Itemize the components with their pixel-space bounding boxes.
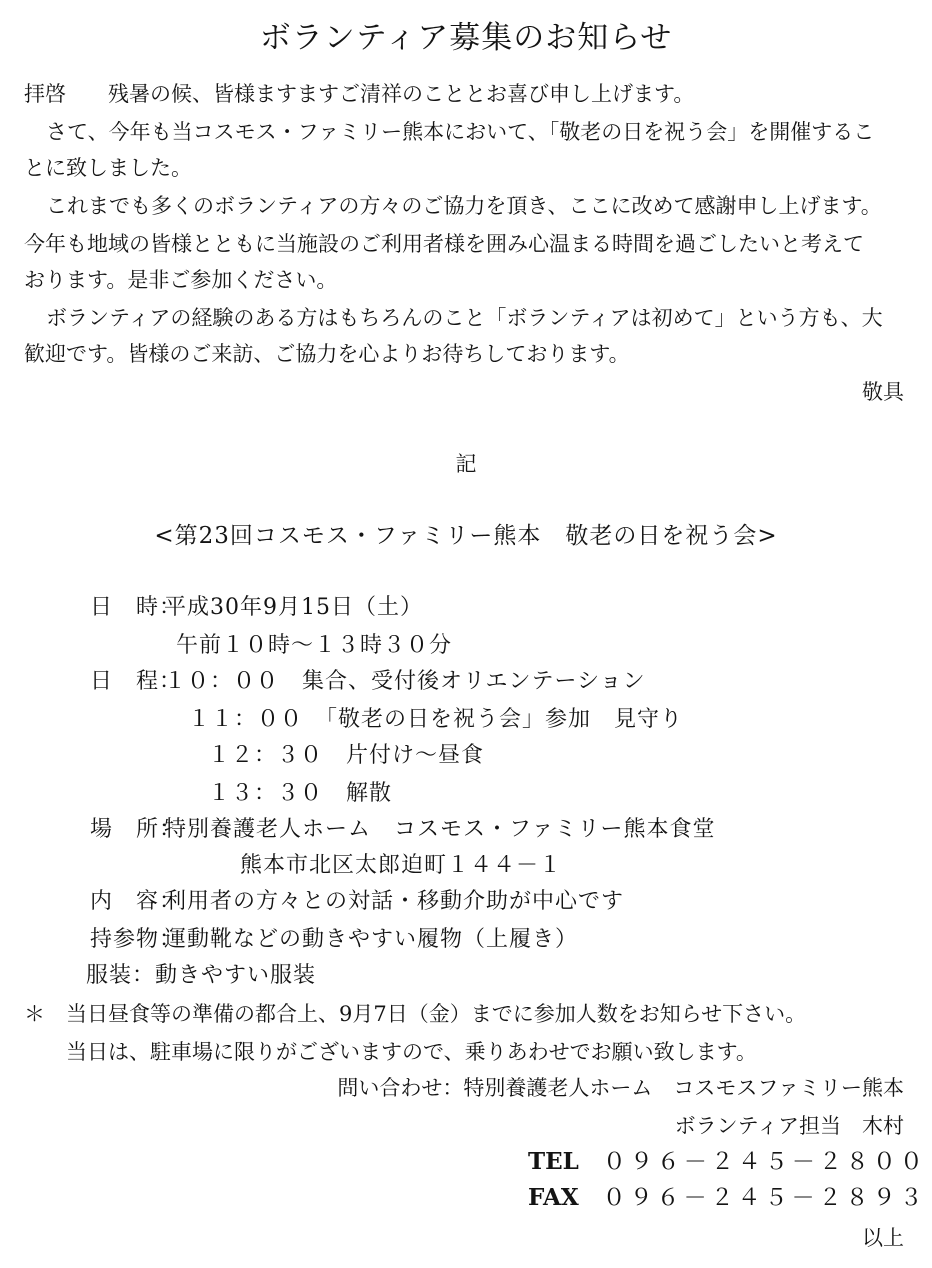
fax-label: FAX bbox=[528, 1184, 579, 1211]
tel-label: TEL bbox=[528, 1148, 579, 1175]
datetime-date: 平成30年9月15日（土） bbox=[164, 595, 423, 620]
paragraph-3-line-2: 歓迎です。皆様のご来訪、ご協力を心よりお待ちしております。 bbox=[24, 342, 630, 366]
paragraph-2-line-3: おります。是非ご参加ください。 bbox=[24, 268, 338, 292]
datetime-time: 午前１０時～１３時３０分 bbox=[176, 633, 453, 658]
clothing-row bbox=[86, 962, 316, 990]
paragraph-2-line-1: これまでも多くのボランティアの方々のご協力を頂き、ここに改めて感謝申し上げます。 bbox=[46, 194, 882, 218]
content-label: 内 容： bbox=[90, 889, 183, 914]
belongings-value: 運動靴などの動きやすい履物（上履き） bbox=[164, 927, 579, 952]
content-value: 利用者の方々との対話・移動介助が中心です bbox=[164, 889, 625, 914]
place-label: 場 所： bbox=[90, 817, 183, 842]
closing-ijo: 以上 bbox=[862, 1226, 904, 1250]
ki-heading: 記 bbox=[455, 452, 477, 476]
belongings-label: 持参物： bbox=[90, 927, 183, 952]
place-address: 熊本市北区太郎迫町１４４－１ bbox=[240, 853, 563, 878]
fax-number: ０９６－２４５－２８９３ bbox=[602, 1185, 927, 1211]
schedule-item: １２：３０ 片付け～昼食 bbox=[208, 743, 485, 768]
event-title: <第23回コスモス・ファミリー熊本 敬老の日を祝う会> bbox=[154, 523, 778, 549]
contact-inquiry: 問い合わせ：特別養護老人ホーム コスモスファミリー熊本 bbox=[337, 1076, 904, 1100]
schedule-item: １３：３０ 解散 bbox=[208, 781, 393, 806]
opening-line: 拝啓 残暑の候、皆様ますますご清祥のこととお喜び申し上げます。 bbox=[24, 82, 695, 106]
tel-number: ０９６－２４５－２８００ bbox=[602, 1149, 927, 1175]
contact-fax bbox=[528, 1184, 927, 1212]
note-lunch-deadline: ＊ 当日昼食等の準備の都合上、9月7日（金）までに参加人数をお知らせ下さい。 bbox=[24, 1002, 807, 1026]
notice-title: ボランティア募集のお知らせ bbox=[259, 20, 673, 56]
paragraph-2-line-2: 今年も地域の皆様とともに当施設のご利用者様を囲み心温まる時間を過ごしたいと考えて bbox=[24, 232, 864, 256]
belongings-row bbox=[90, 926, 578, 954]
content-row bbox=[90, 888, 624, 916]
closing-keigu: 敬具 bbox=[862, 380, 904, 404]
datetime-label: 日 時： bbox=[90, 595, 183, 620]
schedule-item: １０：００ 集合、受付後オリエンテーション bbox=[164, 669, 646, 694]
contact-person: ボランティア担当 木村 bbox=[674, 1114, 904, 1138]
clothing-value: 動きやすい服装 bbox=[155, 963, 317, 988]
schedule-label: 日 程： bbox=[90, 669, 183, 694]
place-row bbox=[90, 816, 716, 844]
note-parking: 当日は、駐車場に限りがございますので、乗りあわせでお願い致します。 bbox=[66, 1040, 757, 1064]
paragraph-3-line-1: ボランティアの経験のある方はもちろんのこと「ボランティアは初めて」という方も、大 bbox=[46, 306, 883, 330]
paragraph-1-line-2: とに致しました。 bbox=[24, 156, 192, 180]
place-name: 特別養護老人ホーム コスモス・ファミリー熊本食堂 bbox=[164, 817, 716, 842]
schedule-row bbox=[90, 668, 646, 696]
schedule-item: １１：００ 「敬老の日を祝う会」参加 見守り bbox=[188, 707, 684, 732]
clothing-label: 服装： bbox=[86, 963, 156, 988]
contact-tel bbox=[528, 1148, 927, 1176]
datetime-row bbox=[90, 594, 423, 622]
paragraph-1-line-1: さて、今年も当コスモス・ファミリー熊本において、「敬老の日を祝う会」を開催するこ bbox=[46, 120, 875, 144]
